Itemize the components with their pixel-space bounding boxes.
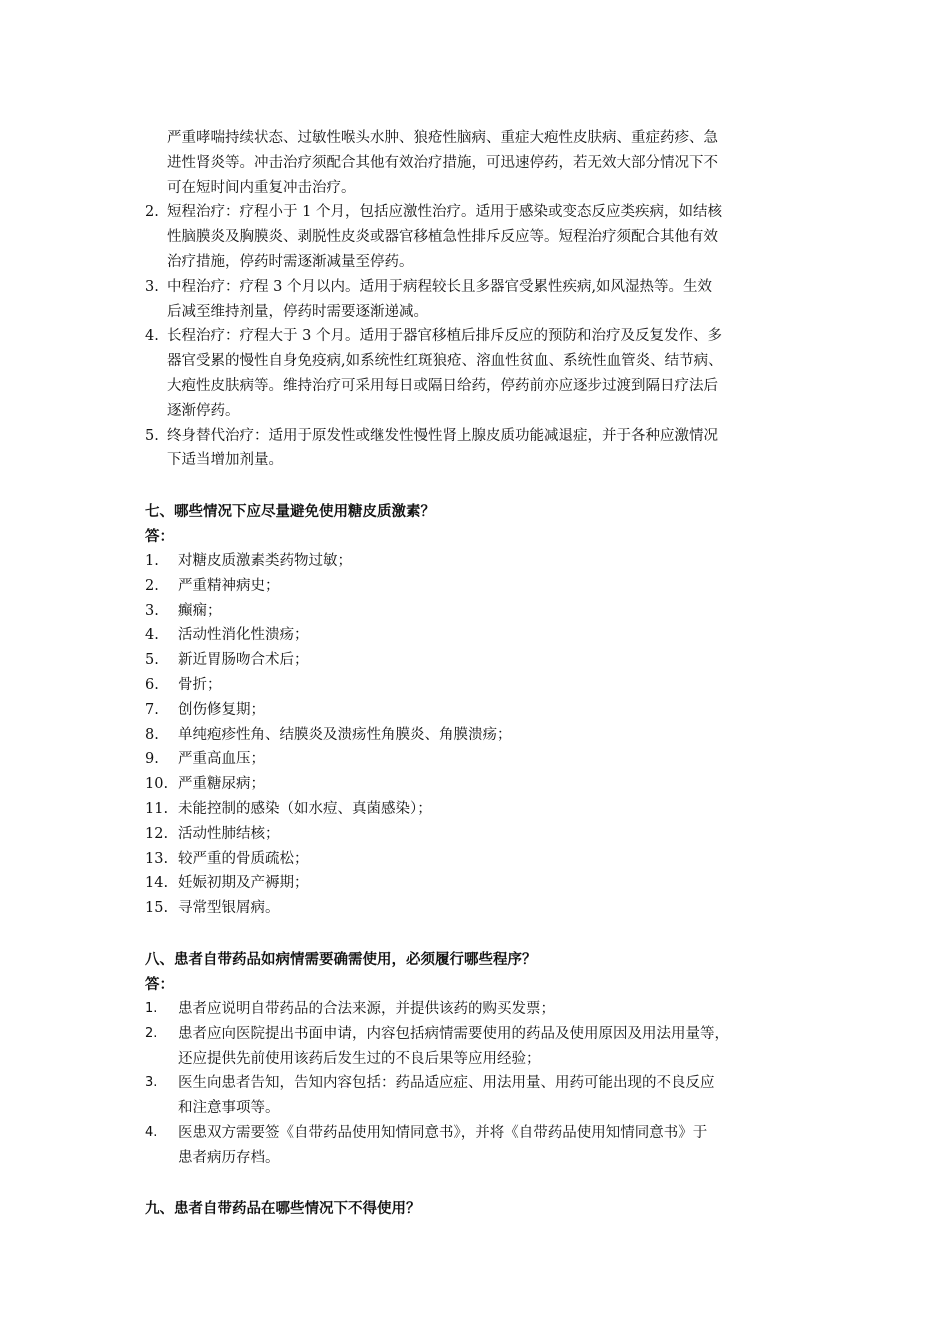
- list-number: 15.: [145, 900, 169, 917]
- list-text: 新近胃肠吻合术后；: [178, 652, 309, 669]
- list-number: 4.: [145, 328, 159, 345]
- list-item: [145, 747, 825, 772]
- list-text: 对糖皮质激素类药物过敏；: [178, 553, 352, 569]
- list-text: 严重高血压；: [178, 751, 265, 768]
- list-item: [145, 549, 825, 574]
- list-number: 5.: [145, 427, 159, 444]
- text-line: 进性肾炎等。冲击治疗须配合其他有效治疗措施，可迅速停药，若无效大部分情况下不: [167, 154, 718, 171]
- list-number: 6.: [145, 676, 159, 693]
- list-text: 单纯疱疹性角、结膜炎及溃疡性角膜炎、角膜溃疡；: [178, 726, 512, 743]
- list-text: 严重糖尿病；: [178, 776, 265, 793]
- list-text: 妊娠初期及产褥期；: [178, 875, 309, 892]
- list-item: [145, 847, 825, 872]
- text-line: 医患双方需要签《自带药品使用知情同意书》，并将《自带药品使用知情同意书》于: [178, 1124, 708, 1141]
- list-item: [145, 200, 815, 274]
- list-number: 4.: [145, 627, 159, 644]
- list-number: 5.: [145, 652, 159, 669]
- list-item: [145, 997, 825, 1022]
- treatment-list: [145, 126, 815, 473]
- list-number: 14.: [145, 875, 169, 892]
- list-item: [145, 896, 825, 921]
- list-text: 活动性消化性溃疡；: [178, 627, 309, 644]
- list-text: 寻常型银屑病。: [178, 900, 280, 917]
- list-item: [145, 698, 825, 723]
- list-text: 骨折；: [178, 676, 222, 693]
- list-number: 7.: [145, 701, 159, 718]
- list-number: 2.: [145, 204, 159, 221]
- text-line: 性脑膜炎及胸膜炎、剥脱性皮炎或器官移植急性排斥反应等。短程治疗须配合其他有效: [167, 229, 718, 246]
- list-text: 癫痫；: [178, 602, 222, 619]
- list-number: 10.: [145, 776, 169, 793]
- text-line: 后减至维持剂量，停药时需要逐渐递减。: [167, 303, 428, 320]
- text-line: 可在短时间内重复冲击治疗。: [167, 179, 356, 196]
- section-9-title: 九、患者自带药品在哪些情况下不得使用？: [145, 1201, 421, 1217]
- list-item: [145, 822, 825, 847]
- section-7-answer-label: 答：: [145, 529, 174, 545]
- list-item: [145, 1121, 825, 1171]
- text-line: 患者应向医院提出书面申请，内容包括病情需要使用的药品及使用原因及用法用量等，: [178, 1025, 729, 1042]
- list-number: 9.: [145, 751, 159, 768]
- list-number: 3.: [145, 278, 159, 295]
- text-line: 治疗措施，停药时需逐渐减量至停药。: [167, 253, 414, 270]
- section-8-answer-label: 答：: [145, 977, 174, 993]
- list-text: 较严重的骨质疏松；: [178, 850, 309, 867]
- text-line: 医生向患者告知，告知内容包括：药品适应症、用法用量、用药可能出现的不良反应: [178, 1075, 715, 1092]
- list-number: 2.: [145, 1025, 158, 1041]
- list-number: 3.: [145, 602, 159, 619]
- text-line: 和注意事项等。: [178, 1100, 280, 1117]
- section-7-list: [145, 549, 825, 921]
- text-line: 下适当增加剂量。: [167, 452, 283, 469]
- list-item: [145, 673, 825, 698]
- text-line: 短程治疗：疗程小于 1 个月，包括应激性治疗。适用于感染或变态反应类疾病，如结核: [167, 204, 722, 221]
- text-line: 还应提供先前使用该药后发生过的不良后果等应用经验；: [178, 1050, 541, 1067]
- list-number: 2.: [145, 577, 159, 594]
- list-text: 严重精神病史；: [178, 577, 280, 594]
- list-item: [145, 324, 815, 423]
- text-line: 长程治疗：疗程大于 3 个月。适用于器官移植后排斥反应的预防和治疗及反复发作、多: [167, 328, 722, 345]
- list-number: 13.: [145, 850, 169, 867]
- text-line: 器官受累的慢性自身免疫病,如系统性红斑狼疮、溶血性贫血、系统性血管炎、结节病、: [167, 353, 723, 370]
- list-item: [145, 574, 825, 599]
- list-item: [145, 275, 815, 325]
- list-item: [145, 871, 825, 896]
- list-item: [145, 723, 825, 748]
- list-item: [145, 1022, 825, 1072]
- list-text: 未能控制的感染（如水痘、真菌感染）；: [178, 800, 432, 817]
- list-number: 1.: [145, 553, 159, 569]
- list-item: [145, 424, 815, 474]
- text-line: 逐渐停药。: [167, 402, 240, 419]
- text-line: 大疱性皮肤病等。维持治疗可采用每日或隔日给药，停药前亦应逐步过渡到隔日疗法后: [167, 377, 718, 394]
- list-number: 1.: [145, 1001, 158, 1016]
- text-line: 严重哮喘持续状态、过敏性喉头水肿、狼疮性脑病、重症大疱性皮肤病、重症药疹、急: [167, 130, 718, 146]
- list-item: [145, 772, 825, 797]
- list-item-continuation: [145, 126, 815, 200]
- list-number: 11.: [145, 800, 169, 817]
- list-item: [145, 648, 825, 673]
- text-line: 中程治疗：疗程 3 个月以内。适用于病程较长且多器官受累性疾病,如风湿热等。生效: [167, 278, 713, 295]
- list-number: 8.: [145, 726, 159, 743]
- list-number: 4.: [145, 1124, 158, 1140]
- text-line: 患者病历存档。: [178, 1149, 280, 1166]
- section-7-title: 七、哪些情况下应尽量避免使用糖皮质激素？: [145, 504, 435, 520]
- list-item: [145, 599, 825, 624]
- list-item: [145, 797, 825, 822]
- section-8-title: 八、患者自带药品如病情需要确需使用，必须履行哪些程序？: [145, 952, 537, 968]
- section-8-list: [145, 997, 825, 1171]
- list-text: 活动性肺结核；: [178, 825, 280, 842]
- list-number: 12.: [145, 825, 169, 842]
- list-number: 3.: [145, 1075, 158, 1091]
- text-line: 终身替代治疗：适用于原发性或继发性慢性肾上腺皮质功能减退症，并于各种应激情况: [167, 427, 718, 444]
- text-line: 患者应说明自带药品的合法来源，并提供该药的购买发票；: [178, 1001, 555, 1017]
- list-item: [145, 623, 825, 648]
- list-text: 创伤修复期；: [178, 701, 265, 718]
- list-item: [145, 1071, 825, 1121]
